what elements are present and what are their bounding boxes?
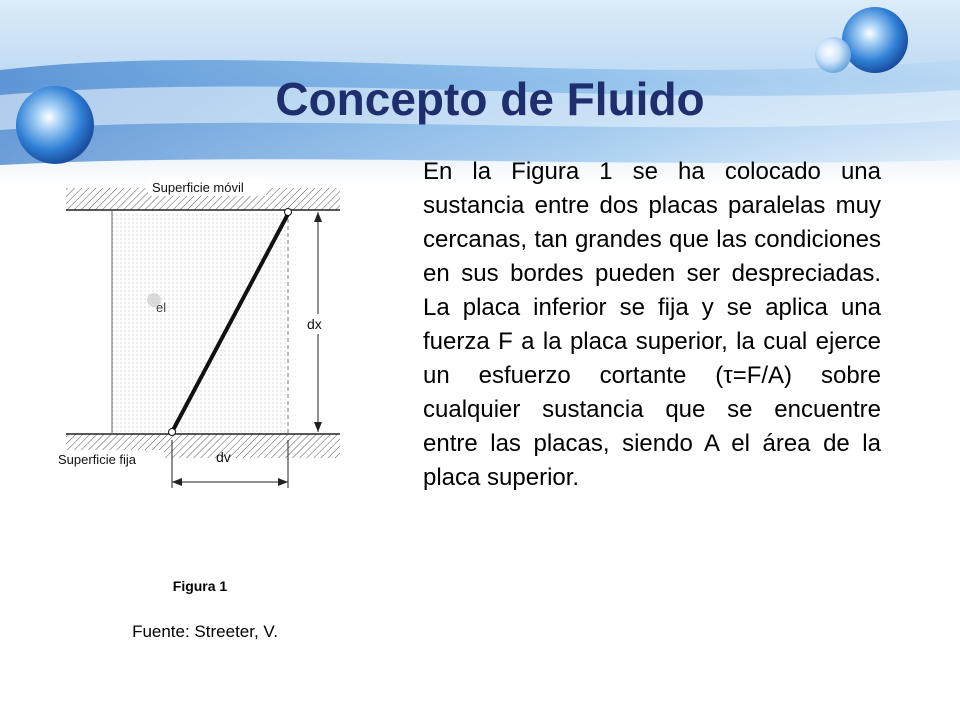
dv-label: dv <box>216 449 231 465</box>
decorative-sphere-right <box>842 7 908 73</box>
slide-title: Concepto de Fluido <box>275 73 705 125</box>
figure-source: Fuente: Streeter, V. <box>132 622 278 641</box>
figure-caption: Figura 1 <box>172 578 228 594</box>
body-text-part-1: En la Figura 1 se ha colocado una sustancia entre dos placas paralelas muy cercanas, tan grandes que las condiciones en sus bordes pueden ser despreciadas. La placa inferior se fija y se aplica una fuerza F a la placa superior, la cual ejerce un esfuerzo cortante ( <box>423 158 881 389</box>
top-plate-label: Superficie móvil <box>152 180 244 195</box>
dx-label: dx <box>307 316 322 332</box>
body-paragraph <box>423 155 881 495</box>
decorative-sphere-small <box>815 37 851 73</box>
tau-symbol: τ <box>723 362 733 389</box>
fluid-label: el <box>156 300 167 315</box>
body-text-part-2: =F/A) sobre cualquier sustancia que se encuentre entre las placas, siendo A el área de la placa superior. <box>423 362 881 491</box>
shear-diagram <box>56 178 342 490</box>
fluid-region <box>112 212 286 432</box>
bottom-plate-label: Superficie fija <box>58 452 137 467</box>
